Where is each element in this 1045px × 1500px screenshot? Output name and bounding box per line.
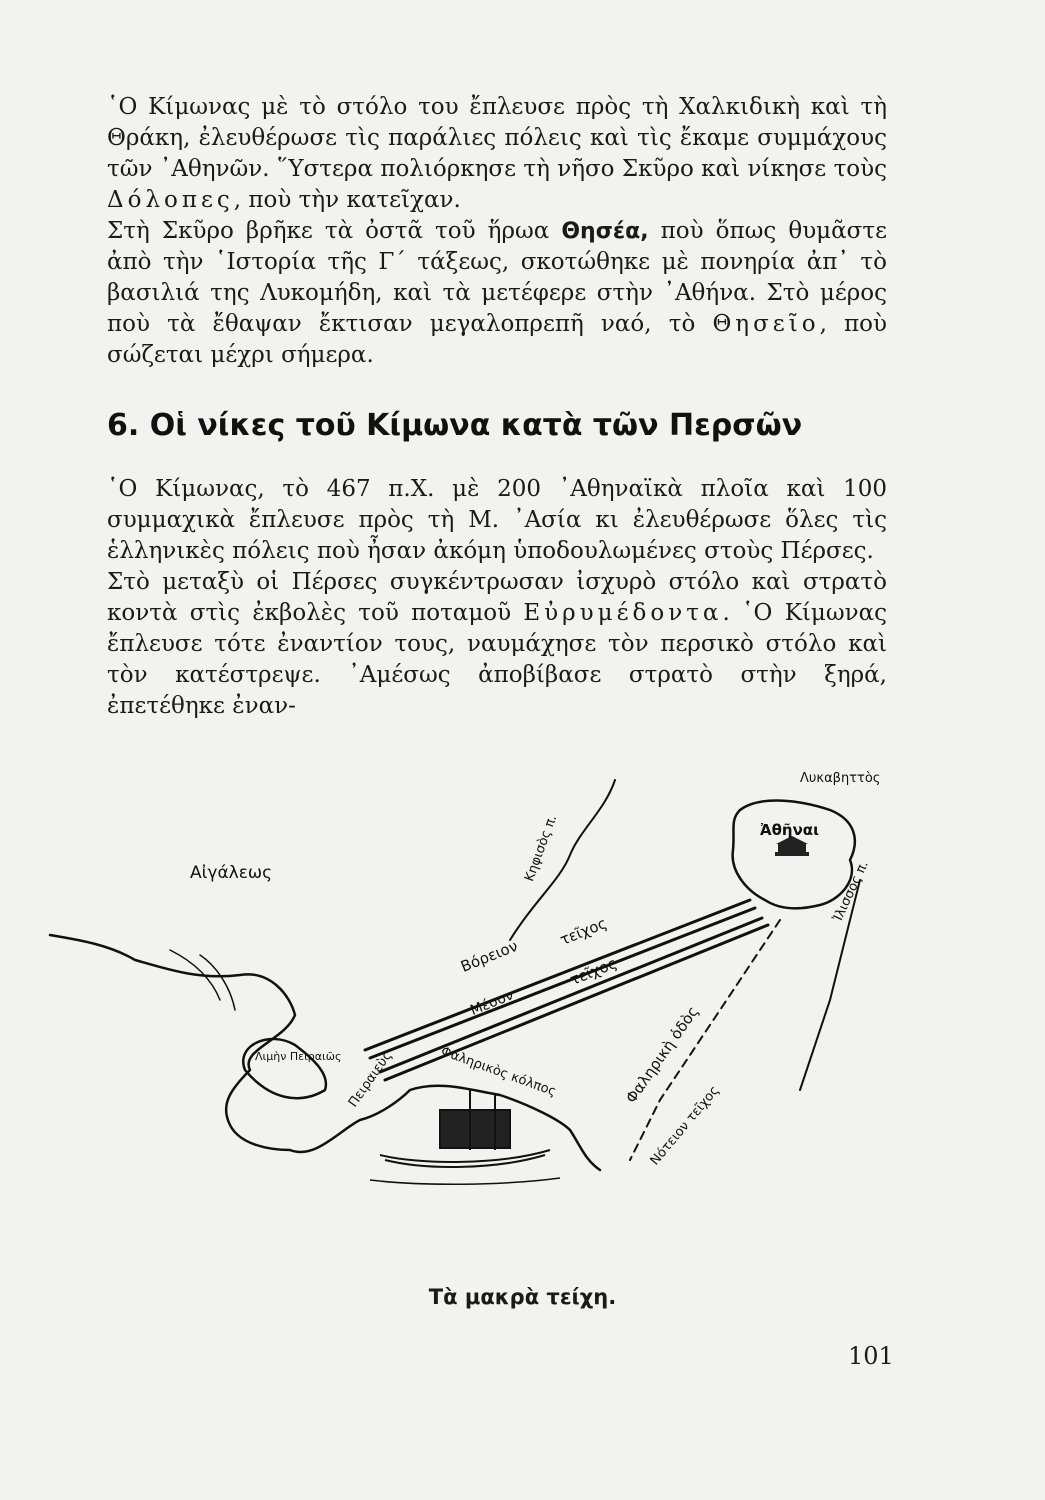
page-number: 101	[848, 1342, 894, 1370]
label-meson: Μέσον	[468, 987, 516, 1019]
bold-word-thesea: Θησέα,	[561, 219, 649, 244]
paragraph-2: Στὴ Σκῦρο βρῆκε τὰ ὀστᾶ τοῦ ἥρωα Θησέα, ποὺ ὅπως θυμᾶστε ἀπὸ τὴν ῾Ιστορία τῆς Γ΄ τάξεως, σκοτώθηκε μὲ πονηρία ἀπ᾿ τὸ βασιλιά της Λυκομήδη, καὶ τὰ μετέφερε στὴν ᾿Αθήνα. Στὸ μέρος ποὺ τὰ ἔθαψαν ἔκτισαν μεγαλοπρεπῆ ναό, τὸ Θησεῖο, ποὺ σώζεται μέχρι σήμερα.	[107, 218, 887, 368]
ilisos-river	[800, 880, 860, 1090]
label-ilisos: Ἰλισσὸς π.	[830, 858, 872, 925]
text-block-top	[107, 92, 887, 371]
trireme-ship-icon	[370, 1090, 560, 1184]
map-caption: Τὰ μακρὰ τείχη.	[428, 1285, 617, 1309]
label-noteion-teichos: Νότειον τεῖχος	[647, 1083, 723, 1169]
label-teichos-2: τεῖχος	[567, 953, 620, 989]
spaced-word-theseio: Θησεῖο	[712, 311, 820, 337]
north-wall	[365, 900, 750, 1050]
label-lykavittos: Λυκαβηττὸς	[800, 771, 881, 786]
spaced-word-dolopes: Δόλοπες	[107, 187, 234, 213]
paragraph-4: Στὸ μεταξὺ οἱ Πέρσες συγκέντρωσαν ἰσχυρὸ στόλο καὶ στρατὸ κοντὰ στὶς ἐκβολὲς τοῦ ποταμοῦ Εὐρυμέδοντα. ῾Ο Κίμωνας ἔπλευσε τότε ἐναντίον τους, ναυμάχησε τὸν περσικὸ στόλο καὶ τὸν κατέστρεψε. ᾿Αμέσως ἀποβίβασε στρατὸ στὴν ξηρά, ἐπετέθηκε ἐναν-	[107, 569, 887, 719]
paragraph-3: ῾Ο Κίμωνας, τὸ 467 π.Χ. μὲ 200 ᾿Αθηναϊκὰ πλοῖα καὶ 100 συμμαχικὰ ἔπλευσε πρὸς τὴ Μ. ᾿Ασία κι ἐλευθέρωσε ὅλες τὶς ἑλληνικὲς πόλεις ποὺ ἦσαν ἀκόμη ὑποδουλωμένες στοὺς Πέρσες.	[107, 476, 887, 564]
label-voreion: Βόρειον	[458, 936, 521, 976]
label-falirikos-kolpos: Φαληρικὸς κόλπος	[438, 1044, 559, 1100]
long-walls-map	[40, 760, 900, 1220]
label-aigaleos: Αἰγάλεως	[190, 863, 273, 883]
label-peiraieus: Πειραιεὺς	[345, 1048, 396, 1111]
label-limin-peiraios: Λιμὴν Πειραιῶς	[255, 1050, 342, 1063]
paragraph-1: ῾Ο Κίμωνας μὲ τὸ στόλο του ἔπλευσε πρὸς τὴ Χαλκιδικὴ καὶ τὴ Θράκη, ἐλευθέρωσε τὶς παράλιες πόλεις καὶ τὶς ἔκαμε συμμάχους τῶν ᾿Αθηνῶν. ῞Υστερα πολιόρκησε τὴ νῆσο Σκῦρο καὶ νίκησε τοὺς Δόλοπες, ποὺ τὴν κατεῖχαν.	[107, 94, 887, 213]
spaced-word-eurymedonta: Εὐρυμέδοντα	[523, 600, 723, 626]
aigaleos-hills	[170, 950, 235, 1010]
label-athinai: Ἀθῆναι	[760, 821, 819, 839]
acropolis-icon	[775, 836, 809, 856]
section-heading: 6. Οἱ νίκες τοῦ Κίμωνα κατὰ τῶν Περσῶν	[107, 408, 803, 443]
label-faliriki-odos: Φαληρικὴ ὁδὸς	[621, 1002, 703, 1107]
harbour-outline	[243, 1039, 326, 1098]
text-block-bottom	[107, 474, 887, 722]
map-illustration	[40, 760, 900, 1220]
label-kifisos: Κηφισὸς π.	[522, 812, 561, 884]
label-teichos-1: τεῖχος	[557, 913, 610, 949]
phaleric-wall	[630, 920, 780, 1160]
